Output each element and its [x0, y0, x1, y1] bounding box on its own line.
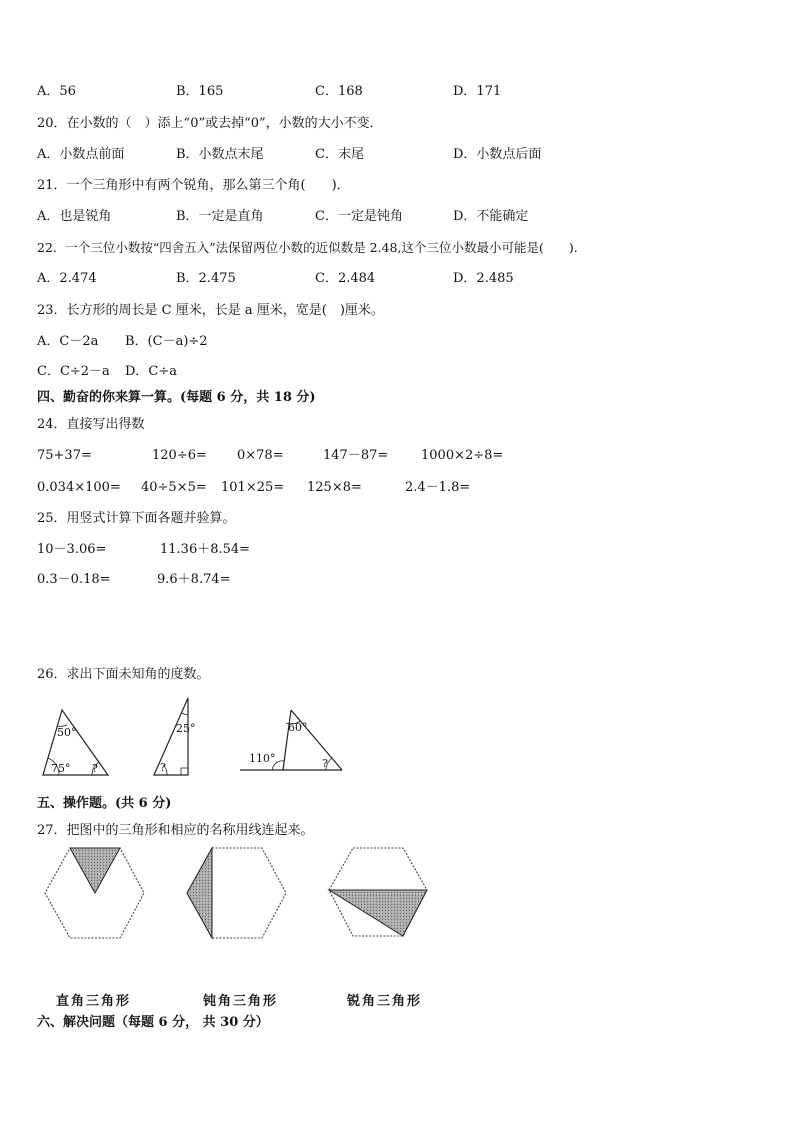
q25-stem: 25．用竖式计算下面各题并验算。	[37, 511, 236, 526]
label-right-triangle: 直角三角形	[56, 994, 132, 1009]
q23-option-d: D．C÷a	[125, 364, 178, 379]
section-6-title: 六、解决问题（每题 6 分， 共 30 分）	[37, 1015, 269, 1030]
triangle-2-unknown-angle: ?	[160, 761, 166, 774]
q20-option-d: D．小数点后面	[453, 147, 542, 162]
q24-item: 125×8=	[307, 480, 362, 495]
q24-item: 147－87=	[323, 448, 389, 463]
label-obtuse-triangle: 钝角三角形	[203, 994, 279, 1009]
section-5-title: 五、操作题。(共 6 分)	[37, 796, 172, 811]
q20-option-a: A．小数点前面	[37, 147, 125, 162]
q22-option-b: B．2.475	[176, 271, 236, 286]
label-acute-triangle: 锐角三角形	[347, 994, 423, 1009]
q24-item: 120÷6=	[152, 448, 207, 463]
q24-item: 40÷5×5=	[141, 480, 207, 495]
q19-option-b: B．165	[176, 84, 224, 99]
q21-option-d: D．不能确定	[453, 209, 529, 224]
triangle-2-top-angle: 25°	[176, 722, 196, 735]
q19-option-c: C．168	[315, 84, 363, 99]
q22-stem: 22．一个三位小数按“四舍五入”法保留两位小数的近似数是 2.48,这个三位小数最小可能是( ).	[37, 240, 578, 255]
q19-option-d: D．171	[453, 84, 502, 99]
q22-option-d: D．2.485	[453, 271, 514, 286]
q24-item: 1000×2÷8=	[421, 448, 504, 463]
q24-item: 0.034×100=	[37, 480, 121, 495]
q27-stem: 27．把图中的三角形和相应的名称用线连起来。	[37, 823, 314, 838]
q20-option-c: C．末尾	[315, 147, 364, 162]
triangle-1-top-angle: 50°	[57, 726, 77, 739]
q24-stem: 24．直接写出得数	[37, 417, 145, 432]
hexagon-1	[45, 848, 144, 938]
q26-stem: 26．求出下面未知角的度数。	[37, 667, 210, 682]
triangle-3-top-angle: 60°	[288, 721, 308, 734]
q20-option-b: B．小数点末尾	[176, 147, 264, 162]
q25-item: 9.6＋8.74=	[157, 572, 231, 587]
hexagon-2	[187, 848, 286, 938]
q22-option-c: C．2.484	[315, 271, 376, 286]
triangle-1-unknown-angle: ?	[92, 762, 98, 775]
triangle-3-exterior-angle: 110°	[249, 752, 276, 765]
q24-item: 101×25=	[221, 480, 285, 495]
q21-stem: 21．一个三角形中有两个锐角，那么第三个角( )．	[37, 178, 350, 193]
q23-option-c: C．C÷2－a	[37, 364, 110, 379]
q23-option-a: A．C－2a	[37, 334, 99, 349]
q25-item: 0.3－0.18=	[37, 572, 111, 587]
q24-item: 75+37=	[37, 448, 92, 463]
hexagon-3	[329, 848, 427, 936]
q19-option-a: A．56	[37, 84, 76, 99]
q25-item: 10－3.06=	[37, 542, 107, 557]
q24-item: 2.4－1.8=	[405, 480, 471, 495]
q25-item: 11.36＋8.54=	[160, 542, 251, 557]
q23-option-b: B．(C－a)÷2	[125, 334, 208, 349]
triangle-1-left-angle: 75°	[51, 762, 71, 775]
q23-stem: 23．长方形的周长是 C 厘米，长是 a 厘米，宽是( )厘米。	[37, 303, 384, 318]
q22-option-a: A．2.474	[37, 271, 97, 286]
q21-option-a: A．也是锐角	[37, 209, 112, 224]
q20-stem: 20．在小数的（ ）添上“0”或去掉“0”，小数的大小不变．	[37, 116, 383, 131]
q21-option-b: B．一定是直角	[176, 209, 264, 224]
triangle-3-unknown-angle: ?	[322, 757, 328, 770]
section-4-title: 四、勤奋的你来算一算。(每题 6 分，共 18 分)	[37, 390, 316, 405]
q24-item: 0×78=	[237, 448, 284, 463]
q21-option-c: C．一定是钝角	[315, 209, 403, 224]
